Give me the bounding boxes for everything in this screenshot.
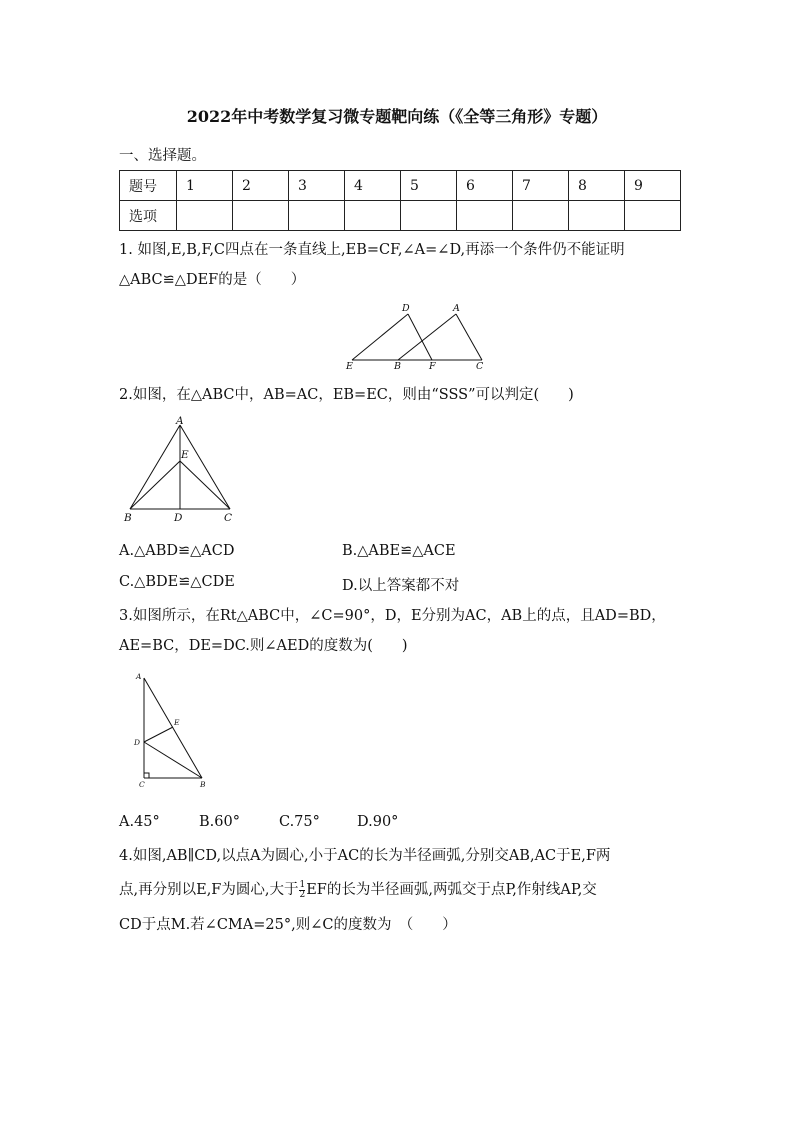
question-3-line-1: 3.如图所示，在Rt△ABC中，∠C=90°，D，E分别为AC，AB上的点，且AD=BD， bbox=[119, 608, 666, 624]
line-ac bbox=[180, 425, 230, 509]
label-e: E bbox=[346, 361, 353, 372]
table-cell: 7 bbox=[513, 171, 569, 201]
line-ab bbox=[130, 425, 180, 509]
answer-cell[interactable] bbox=[177, 201, 233, 231]
label-a: A bbox=[136, 672, 142, 681]
label-c: C bbox=[139, 780, 145, 789]
line-ba bbox=[398, 314, 456, 360]
question-4-line-2 bbox=[119, 875, 679, 905]
section-heading: 一、选择题。 bbox=[119, 148, 206, 164]
line-ed bbox=[352, 314, 408, 360]
question-4-line-1: 4.如图,AB∥CD,以点A为圆心,小于AC的长为半径画弧,分别交AB,AC于E,F两 bbox=[119, 848, 611, 864]
fraction-numerator: 1 bbox=[299, 879, 306, 890]
answer-cell[interactable] bbox=[569, 201, 625, 231]
label-b: B bbox=[394, 361, 401, 372]
table-row-answers bbox=[120, 201, 681, 231]
table-cell: 8 bbox=[569, 171, 625, 201]
label-b: B bbox=[200, 780, 206, 789]
figure-q1-triangles bbox=[340, 300, 490, 372]
table-row-numbers bbox=[120, 171, 681, 201]
label-c: C bbox=[224, 512, 233, 524]
q2-option-a: A.△ABD≌△ACD bbox=[119, 543, 235, 559]
table-cell: 6 bbox=[457, 171, 513, 201]
line-ce bbox=[180, 461, 230, 509]
line-de bbox=[144, 727, 173, 742]
label-a: A bbox=[453, 303, 460, 314]
label-d: D bbox=[174, 512, 183, 524]
question-4-line-3: CD于点M.若∠CMA=25°,则∠C的度数为 （ ） bbox=[119, 917, 457, 933]
line-ac bbox=[456, 314, 482, 360]
question-1-line-1: 1. 如图,E,B,F,C四点在一条直线上,EB=CF,∠A=∠D,再添一个条件仍不能证明 bbox=[119, 242, 625, 258]
answer-cell[interactable] bbox=[513, 201, 569, 231]
right-angle-mark bbox=[144, 773, 149, 778]
line-ab bbox=[144, 678, 202, 778]
label-f: F bbox=[429, 361, 436, 372]
question-3-line-2: AE=BC，DE=DC.则∠AED的度数为( ) bbox=[119, 638, 408, 654]
figure-q2-triangle bbox=[120, 413, 245, 526]
table-cell: 1 bbox=[177, 171, 233, 201]
q2-option-d: D.以上答案都不对 bbox=[342, 578, 460, 594]
fraction-denominator: 2 bbox=[299, 889, 306, 900]
label-a: A bbox=[176, 415, 184, 427]
label-e: E bbox=[174, 718, 180, 727]
answer-table bbox=[119, 170, 681, 231]
q3-option-c: C.75° bbox=[279, 814, 320, 830]
q2-option-c: C.△BDE≌△CDE bbox=[119, 574, 235, 590]
line-db bbox=[144, 742, 202, 778]
question-2-text: 2.如图，在△ABC中，AB=AC，EB=EC，则由“SSS”可以判定( ) bbox=[119, 387, 574, 403]
answer-cell[interactable] bbox=[345, 201, 401, 231]
fraction-one-half bbox=[299, 881, 305, 900]
q3-option-d: D.90° bbox=[357, 814, 399, 830]
table-cell: 题号 bbox=[120, 171, 177, 201]
answer-cell[interactable] bbox=[233, 201, 289, 231]
label-e: E bbox=[181, 449, 189, 461]
table-cell: 9 bbox=[625, 171, 681, 201]
table-cell: 3 bbox=[289, 171, 345, 201]
label-b: B bbox=[124, 512, 132, 524]
table-cell: 2 bbox=[233, 171, 289, 201]
label-d: D bbox=[402, 303, 410, 314]
line-df bbox=[408, 314, 432, 360]
q2-option-b: B.△ABE≌△ACE bbox=[342, 543, 456, 559]
question-1-line-2: △ABC≌△DEF的是（ ） bbox=[119, 272, 306, 288]
label-d: D bbox=[134, 738, 141, 747]
answer-cell[interactable] bbox=[401, 201, 457, 231]
q3-option-b: B.60° bbox=[199, 814, 240, 830]
answer-cell[interactable] bbox=[625, 201, 681, 231]
page-title: 2022年中考数学复习微专题靶向练（《全等三角形》专题） bbox=[186, 107, 608, 126]
line-be bbox=[130, 461, 180, 509]
table-cell: 选项 bbox=[120, 201, 177, 231]
table-cell: 5 bbox=[401, 171, 457, 201]
table-cell: 4 bbox=[345, 171, 401, 201]
answer-cell[interactable] bbox=[457, 201, 513, 231]
figure-q3-right-triangle bbox=[128, 670, 213, 795]
answer-cell[interactable] bbox=[289, 201, 345, 231]
q3-option-a: A.45° bbox=[119, 814, 160, 830]
label-c: C bbox=[476, 361, 484, 372]
q4-line-2-end: EF的长为半径画弧,两弧交于点P,作射线AP,交 bbox=[306, 882, 597, 898]
q4-line-2-start: 点,再分别以E,F为圆心,大于 bbox=[119, 882, 299, 898]
